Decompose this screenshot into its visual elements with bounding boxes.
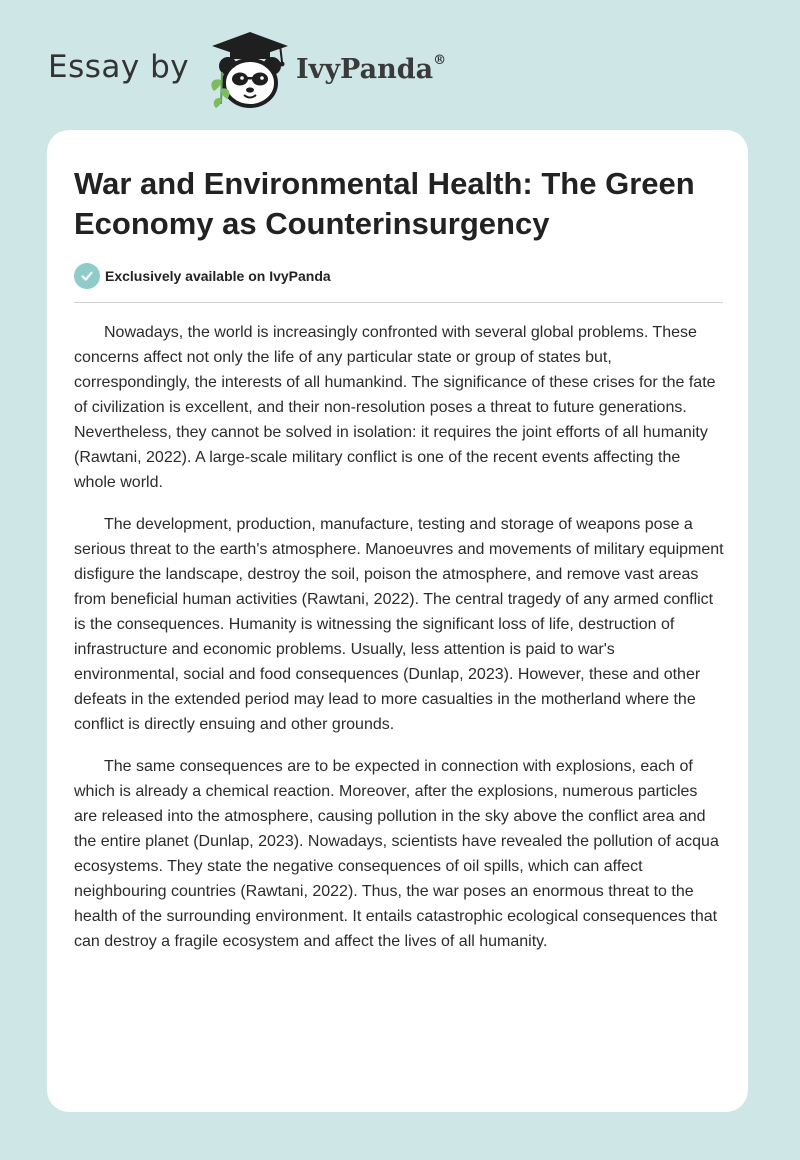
check-icon (74, 263, 100, 289)
panda-graduate-icon[interactable] (200, 28, 300, 110)
essay-card (47, 130, 748, 1112)
essay-body (74, 320, 724, 971)
essay-by-label: Essay by (48, 49, 190, 85)
essay-title: War and Environmental Health: The Green Economy as Counterinsurgency (74, 166, 695, 241)
exclusive-badge-text: Exclusively available on IvyPanda (105, 268, 331, 284)
paragraph: The same consequences are to be expected in connection with explosions, each of which is already a chemical reaction. Moreover, after the explosions, numerous particles are released into the atmosphere, causing pollution in the sky above the conflict area and the entire planet (Dunlap, 2023). Nowadays, scientists have revealed the pollution of acqua ecosystems. They state the negative consequences of oil spills, which can affect neighbouring countries (Rawtani, 2022). Thus, the war poses an enormous threat to the health of the surrounding environment. It entails catastrophic ecological consequences that can destroy a fragile ecosystem and affect the lives of all humanity. (74, 758, 719, 950)
paragraph: The development, production, manufacture, testing and storage of weapons pose a serious threat to the earth's atmosphere. Manoeuvres and movements of military equipment disfigure the landscape, destroy the soil, poison the atmosphere, and remove vast areas from beneficial human activities (Rawtani, 2022). The central tragedy of any armed conflict is the consequences. Humanity is witnessing the significant loss of life, destruction of infrastructure and economic problems. Usually, less attention is paid to war's environmental, social and food consequences (Dunlap, 2023). However, these and other defeats in the extended period may lead to more casualties in the motherland where the conflict is directly ensuing and other grounds. (74, 516, 724, 733)
trademark-symbol: ® (433, 53, 447, 68)
title-divider (74, 302, 723, 303)
brand-name[interactable] (296, 54, 446, 85)
paragraph: Nowadays, the world is increasingly confronted with several global problems. These concerns affect not only the life of any particular state or group of states but, correspondingly, the interests of all humankind. The significance of these crises for the fate of civilization is excellent, and their non-resolution poses a threat to future generations. Nevertheless, they cannot be solved in isolation: it requires the joint efforts of all humanity (Rawtani, 2022). A large-scale military conflict is one of the recent events affecting the whole world. (74, 324, 716, 491)
exclusive-badge (74, 263, 331, 289)
brand-label: IvyPanda (296, 54, 434, 85)
site-header (48, 28, 748, 118)
